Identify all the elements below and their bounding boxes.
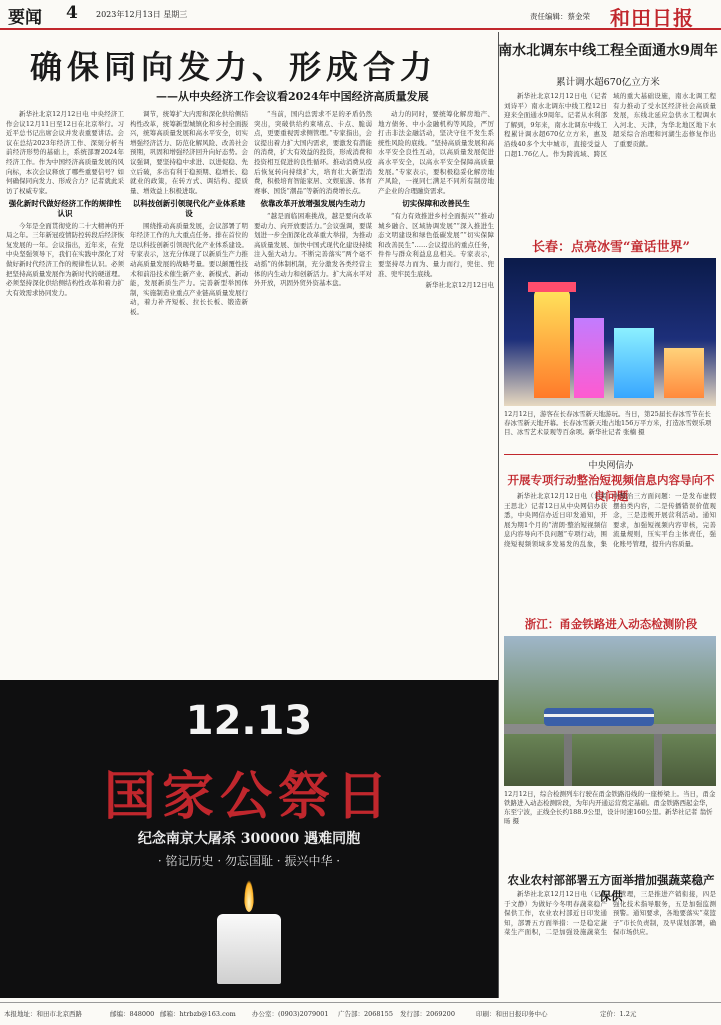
- lead-column-1: [6, 110, 124, 676]
- column-divider: [498, 32, 499, 998]
- page-footer: [0, 1002, 721, 1025]
- lead-column-4: [378, 110, 494, 676]
- lead-headline: 确保同向发力、形成合力: [30, 48, 438, 86]
- lead-column-2: [130, 110, 248, 676]
- section-name: 要闻: [8, 8, 42, 28]
- lead-paragraph: “越是面临困难挑战，越是要向改革要动力、向开放要活力。”会议强调，要谋划进一步全面深化改革重大举措，为推动高质量发展、加快中国式现代化建设持续注入强大动力。不断完善落实“两个毫不动摇”的体制机制，充分激发各类经营主体的内生动力和创新活力。扩大高水平对外开放，巩固外贸外资基本盘。: [254, 211, 372, 288]
- lead-paragraph: 动力的同时，要统筹化解房地产、地方债务、中小金融机构等风险，严厉打击非法金融活动，坚决守住不发生系统性风险的底线。“坚持高质量发展和高水平安全良性互动，以高质量发展促进高水平安全，以高水平安全保障高质量发展。”专家表示，要积极稳妥化解房地产风险，一视同仁满足不同所有制房地产企业的合理融资需求。: [378, 110, 494, 195]
- news2-paragraph: 新华社北京12月12日电（记者 王思北）记者12日从中央网信办获悉，中央网信办近日印发通知，开展为期1个月的“清朗·整治短视频信息内容导向不良问题”专项行动，围绕短视频领域多发易发的乱象，集中整治三方面问题：一是发布虚假摆拍类内容，二是传播错误价值观念，三是违规开展营利活动。通知要求，加强短视频内容审核，完善流量规则，压实平台主体责任，强化账号管理，提升内容质量。: [504, 492, 716, 548]
- lead-dateline: 新华社北京12月12日电: [425, 281, 494, 290]
- news1-paragraph: 新华社北京12月12日电（记者 刘诗平）南水北调东中线工程12日迎来全面通水9周年。记者从水利部了解到，9年来，南水北调东中线工程累计调水超670亿立方米，惠及沿线40多个大中城市，直接受益人口超1.76亿人。作为跨流域、跨区域的重大基础设施，南水北调工程有力推动了受水区经济社会高质量发展，东线北延应急供水工程调水入河北、天津，为华北地区地下水超采综合治理和河湖生态修复作出了重要贡献。: [504, 92, 716, 158]
- footer-ads: 广告部：2068155: [338, 1010, 393, 1018]
- lead-paragraph: “当前，国内总需求不足的矛盾仍然突出，突破供给约束堵点、卡点、脆弱点，更要重视需求侧管理。”专家指出，会议提出着力扩大国内需求，要激发有潜能的消费，扩大有效益的投资，形成消费和投资相互促进的良性循环。推动消费从疫后恢复转向持续扩大，培育壮大新型消费，积极培育智能家居、文娱旅游、体育赛事、国货“潮品”等新的消费增长点。: [254, 110, 372, 195]
- lead-column-3: [254, 110, 372, 676]
- photo1-caption: 12月12日，游客在长春冰雪新天地游玩。当日，第25届长春冰雪节在长春冰雪新天地开幕。长春冰雪新天地占地156万平方米，打造冰雪娱乐项目、冰雪艺术景观等百余项。新华社记者 张楠 摄: [504, 410, 712, 436]
- lead-paragraph: 调节，统筹扩大内需和深化供给侧结构性改革，统筹新型城镇化和乡村全面振兴，统筹高质量发展和高水平安全，切实增强经济活力、防范化解风险、改善社会预期，巩固和增强经济回升向好态势。会议强调，要坚持稳中求进、以进促稳、先立后破，多出有利于稳预期、稳增长、稳就业的政策，在转方式、调结构、提质量、增效益上积极进取。: [130, 110, 248, 195]
- page-number: 4: [66, 3, 78, 23]
- ad-slogan: · 铭记历史 · 勿忘国耻 · 振兴中华 ·: [157, 854, 341, 868]
- news2-headline: 开展专项行动整治短视频信息内容导向不良问题: [507, 473, 715, 503]
- memorial-day-ad: [0, 680, 498, 998]
- photo1-headline: 长春：点亮冰雪“童话世界”: [532, 240, 690, 255]
- news1-subheadline: 累计调水超670亿立方米: [556, 77, 660, 88]
- newspaper-logo: 和田日报: [610, 6, 694, 30]
- ad-line-memorial: 纪念南京大屠杀 300000 遇难同胞: [137, 831, 361, 847]
- lead-paragraph: 今年是全面贯彻党的二十大精神的开局之年。三年新冠疫情防控转段后经济恢复发展的一年。会议指出，近年来，在党中央坚强领导下，我们在实践中深化了对做好新时代经济工作的规律性认识。必须把坚持高质量发展作为新时代的硬道理。必须坚持深化供给侧结构性改革和着力扩大有效需求协同发力。: [6, 221, 124, 297]
- news1-headline: 南水北调东中线工程全面通水9周年: [498, 43, 718, 59]
- footer-price: 定价：1.2元: [600, 1010, 637, 1018]
- photo2-headline: 浙江：甬金铁路进入动态检测阶段: [524, 617, 698, 631]
- lead-subhead: 以科技创新引领现代化产业体系建设: [132, 199, 246, 218]
- ice-lantern-photo: [504, 258, 716, 406]
- lead-subhead: 切实保障和改善民生: [402, 199, 470, 209]
- news3-body: [504, 890, 716, 996]
- ad-date: 12.13: [185, 698, 313, 744]
- photo2-caption: 12月12日，综合检测列车行驶在甬金铁路沿线的一座桥梁上。当日，甬金铁路进入动态检测阶段，为年内开通运营奠定基础。甬金铁路西起金华，东至宁波，正线全长约188.9公里，设计时速160公里。新华社记者 翁忻旸 摄: [504, 790, 716, 825]
- ad-title: 国家公祭日: [103, 766, 394, 827]
- news1-body: [504, 92, 716, 232]
- footer-address: 本报地址：和田市北京西路: [4, 1010, 82, 1018]
- news2-kicker: 中央网信办: [588, 461, 634, 471]
- lead-paragraph: “有力有效推进乡村全面振兴”“推动城乡融合、区域协调发展”“深入推进生态文明建设和绿色低碳发展”“切实保障和改善民生”……会议提出的重点任务，件件与群众利益息息相关。专家表示，要坚持尽力而为、量力而行，兜住、兜准、兜牢民生底线。: [378, 211, 494, 278]
- editor-credit: 责任编辑：蔡金荣: [530, 12, 590, 21]
- footer-postcode: 邮编：848000: [110, 1010, 155, 1018]
- section-divider: [504, 454, 718, 455]
- lead-subtitle: ——从中央经济工作会议看2024年中国经济高质量发展: [156, 90, 429, 103]
- footer-email: 邮箱：htrbzb@163.com: [160, 1010, 236, 1018]
- news2-body: [504, 492, 716, 612]
- news3-headline: 农业农村部部署五方面举措加强蔬菜稳产保供: [507, 873, 715, 903]
- footer-printer: 印刷：和田日报印务中心: [476, 1010, 548, 1018]
- issue-date: 2023年12月13日 星期三: [96, 10, 188, 19]
- news3-paragraph: 新华社北京12月12日电（记者 于文静）为做好今冬明春蔬菜稳产保供工作，农业农村部近日印发通知，部署五方面举措：一是稳定蔬菜生产面积，二是加强设施蔬菜生产管理，三是推进产销衔接，四是强化技术指导服务，五是加强监测预警。通知要求，各地要落实“菜篮子”市长负责制，及早谋划部署，确保市场供应。: [504, 890, 716, 937]
- train-photo: [504, 636, 716, 786]
- footer-office: 办公室：(0903)2079001: [252, 1010, 329, 1018]
- lead-paragraph: 围绕推动高质量发展，会议部署了明年经济工作的九大重点任务。排在首位的是以科技创新引领现代化产业体系建设。专家表示，这充分体现了以新质生产力推动高质量发展的战略考量。要以颠覆性技术和前沿技术催生新产业、新模式、新动能，发展新质生产力。完善新型举国体制，实施制造业重点产业链高质量发展行动，着力补齐短板、拉长长板、锻造新板。: [130, 221, 248, 316]
- lead-paragraph: 新华社北京12月12日电 中央经济工作会议12月11日至12日在北京举行。习近平总书记出席会议并发表重要讲话。会议在总结2023年经济工作、深刻分析当前经济形势的基础上，系统部署2024年经济工作。作为中国经济高质量发展的风向标，本次会议释放了哪些重要信号？如何确保同向发力、形成合力？记者就此采访了权威专家。: [6, 110, 124, 195]
- candle-icon: [209, 880, 289, 990]
- footer-distribution: 发行部：2069200: [400, 1010, 455, 1018]
- lead-subhead: 强化新时代做好经济工作的规律性认识: [8, 199, 122, 218]
- lead-subhead: 依靠改革开放增强发展内生动力: [260, 199, 366, 209]
